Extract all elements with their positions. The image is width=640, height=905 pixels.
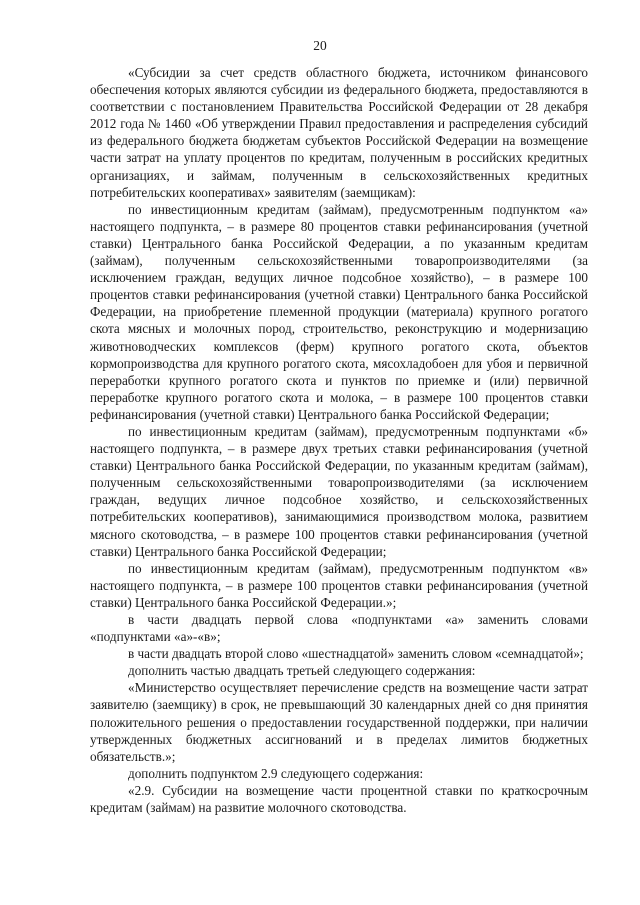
paragraph-part-21-amendment: в части двадцать первой слова «подпунктами «а» заменить словами «подпунктами «а»-«в»; xyxy=(90,612,588,645)
paragraph-ministry-transfer: «Министерство осуществляет перечисление средств на возмещение части затрат заявителю (заемщику) в срок, не превышающий 30 календарных дней со дня принятия положительного решения о предоставлении государственной поддержки, при наличии утвержденных бюджетных ассигнований и в пределах лимитов бюджетных обязательств.»; xyxy=(90,680,588,764)
paragraph-investment-loans-b: по инвестиционным кредитам (займам), предусмотренным подпунктами «б» настоящего подпункта, – в размере двух третьих ставки рефинансирования (учетной ставки) Центрального банка Российской Федерации, по указанным кредитам (займам), полученным сельскохозяйственными товаропроизводителями (за исключением граждан, ведущих личное подсобное хозяйство, и сельскохозяйственных потребительских кооперативов), занимающимися производством молока, развитием мясного скотоводства, – в размере 100 процентов ставки рефинансирования (учетной ставки) Центрального банка Российской Федерации; xyxy=(90,423,588,559)
page-number: 20 xyxy=(313,38,327,53)
paragraph-investment-loans-v: по инвестиционным кредитам (займам), предусмотренным подпунктом «в» настоящего подпункта, – в размере 100 процентов ставки рефинансирования (учетной ставки) Центрального банка Российской Федерации.»; xyxy=(90,560,588,610)
paragraph-subsidies-intro: «Субсидии за счет средств областного бюджета, источником финансового обеспечения которых являются субсидии из федерального бюджета, предоставляются в соответствии с постановлением Правительства Российской Федерации от 28 декабря 2012 года № 1460 «Об утверждении Правил предоставления и распределения субсидий из федерального бюджета бюджетам субъектов Российской Федерации на возмещение части затрат на уплату процентов по кредитам, полученным в российских кредитных организациях, и займам, полученным в сельскохозяйственных кредитных потребительских кооперативах» заявителям (заемщикам): xyxy=(90,65,588,200)
document-body xyxy=(90,64,588,816)
paragraph-investment-loans-a: по инвестиционным кредитам (займам), предусмотренным подпунктом «а» настоящего подпункта, – в размере 80 процентов ставки рефинансирования (учетной ставки) Центрального банка Российской Федерации, а по указанным кредитам (займам), полученным сельскохозяйственными товаропроизводителями (за исключением граждан, ведущих личное подсобное хозяйство), – в размере 100 процентов ставки рефинансирования (учетной ставки) Центрального банка Российской Федерации, на приобретение племенной продукции (материала) крупного рогатого скота мясных и молочных пород, строительство, реконструкцию и модернизацию животноводческих комплексов (ферм) крупного рогатого скота, объектов кормопроизводства для крупного рогатого скота, мясохладобоен для убоя и первичной переработки крупного рогатого скота и пунктов по приемке и (или) первичной переработке крупного рогатого скота и молока, – в размере 100 процентов ставки рефинансирования (учетной ставки) Центрального банка Российской Федерации; xyxy=(90,201,588,422)
paragraph-add-part-23: дополнить частью двадцать третьей следующего содержания: xyxy=(128,663,476,679)
paragraph-add-subpoint-2-9: дополнить подпунктом 2.9 следующего содержания: xyxy=(128,765,424,781)
paragraph-part-22-amendment: в части двадцать второй слово «шестнадцатой» заменить словом «семнадцатой»; xyxy=(128,646,584,662)
paragraph-subpoint-2-9: «2.9. Субсидии на возмещение части процентной ставки по краткосрочным кредитам (займам) на развитие молочного скотоводства. xyxy=(90,782,588,816)
